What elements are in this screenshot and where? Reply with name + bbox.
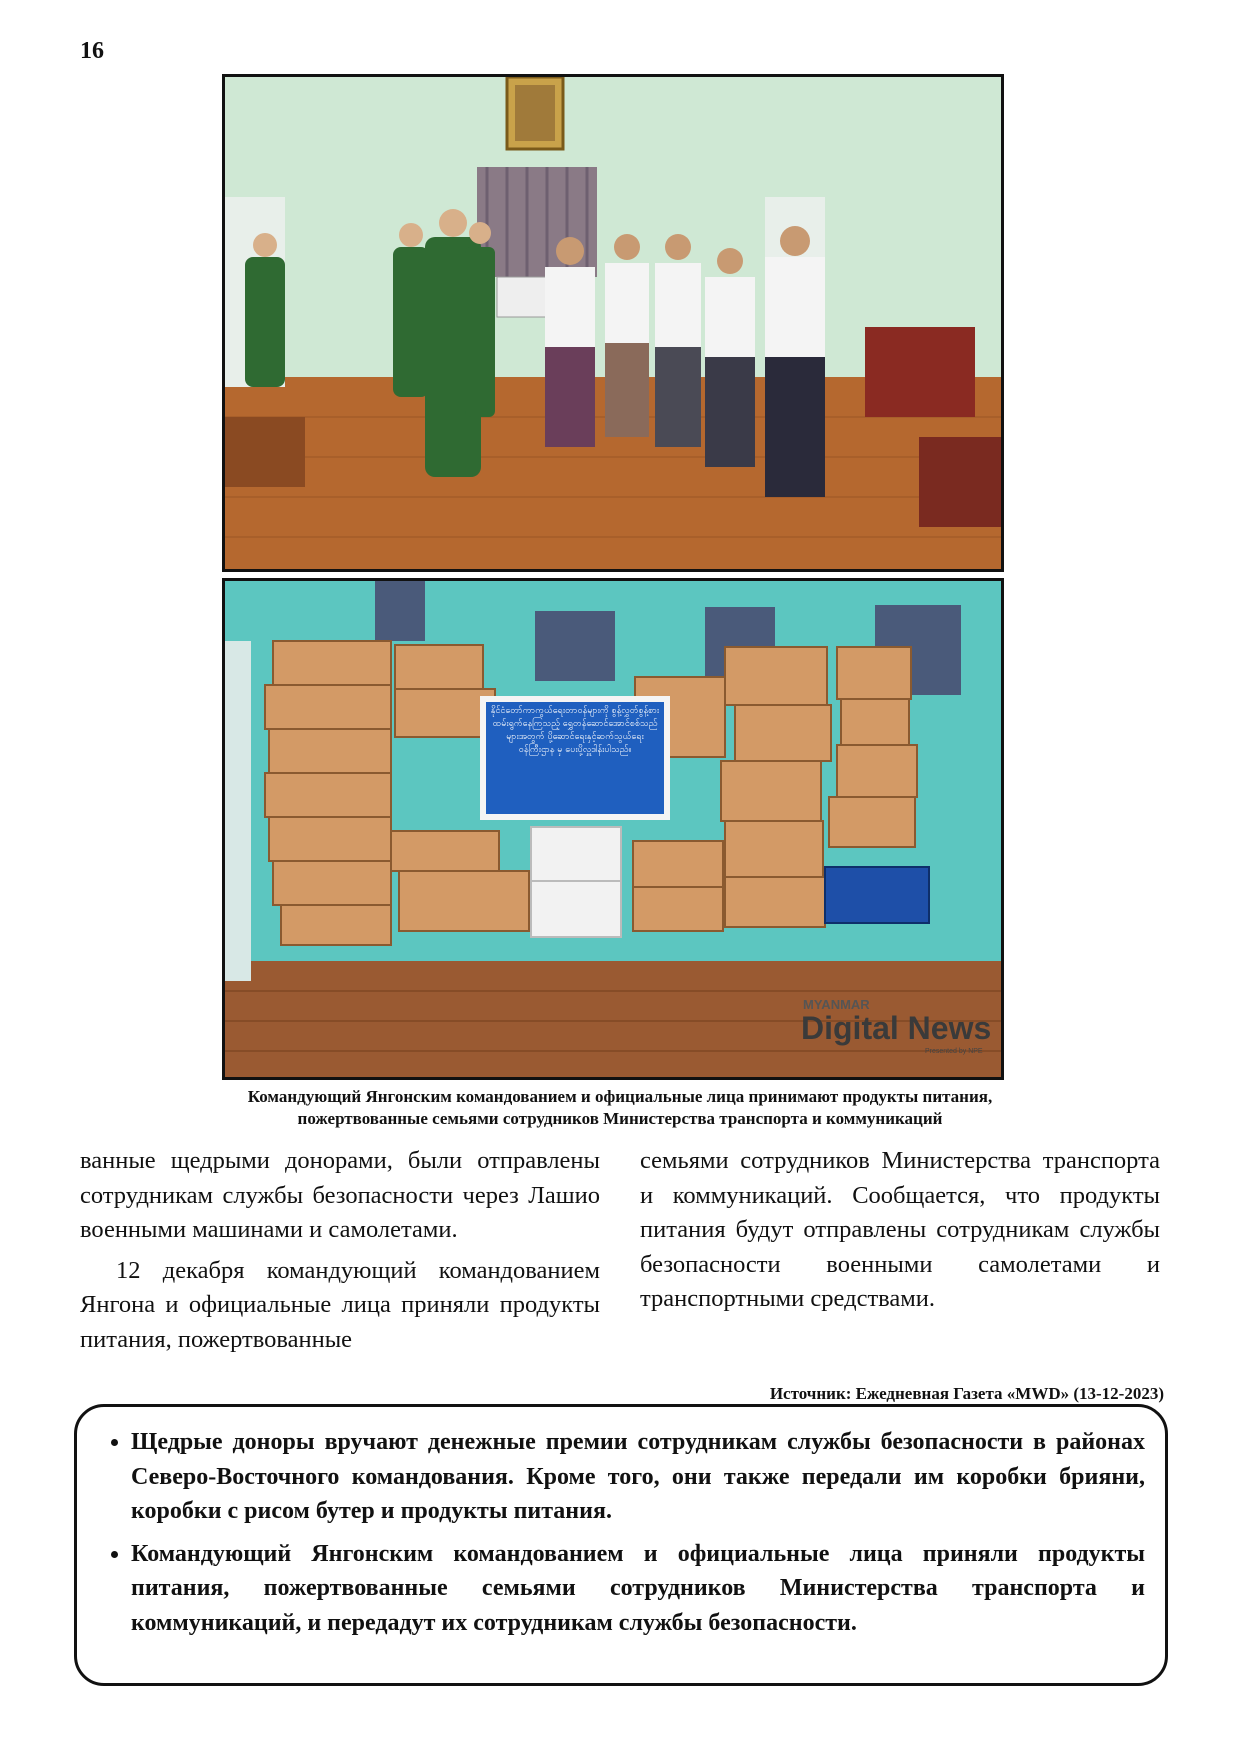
summary-box [74, 1404, 1168, 1686]
boxes-photo [222, 578, 1004, 1080]
summary-list [77, 1425, 1145, 1640]
watermark-top: MYANMAR [803, 997, 870, 1012]
article-paragraph: ванные щедрыми донорами, были отправлены сотрудникам службы безопасности через Лашио военными машинами и самолетами. [80, 1147, 600, 1243]
caption-line-1: Командующий Янгонским командованием и официальные лица принимают продукты питания, [247, 1087, 993, 1106]
handover-photo-illustration [225, 77, 1001, 569]
article-source: Источник: Ежедневная Газета «MWD» (13-12-2023) [769, 1384, 1164, 1403]
watermark-main: Digital News [801, 1010, 992, 1046]
boxes-photo-illustration [225, 581, 1001, 1077]
article-paragraph: 12 декабря командующий командованием Янгона и официальные лица приняли продукты питания, пожертвованные [80, 1256, 600, 1353]
donation-banner-text: နိုင်ငံတော်ကာကွယ်ရေးတာဝန်များကို စွန့်လွှတ်စွန့်စားထမ်းရွက်နေကြသည့် ရွှေတန်ဆောင်အောင်စစ်သည်များအတွက် ပို့ဆောင်ရေးနှင့်ဆက်သွယ်ရေးဝန်ကြီးဌာန မှ ပေးပို့လှူဒါန်းပါသည်။ [490, 706, 660, 755]
watermark-sub: Presented by NPE [925, 1048, 983, 1055]
article-left-column [80, 1144, 600, 1357]
page-number: 16 [80, 38, 104, 64]
summary-item: • Командующий Янгонским командованием и официальные лица приняли продукты питания, пожертвованные семьями сотрудников Министерства транспорта и коммуникаций, и передадут их сотрудникам службы безопасности. [131, 1537, 1145, 1641]
summary-item: • Щедрые доноры вручают денежные премии сотрудникам службы безопасности в районах Северо-Восточного командования. Кроме того, они также передали им коробки брияни, коробки с рисом бутер и продукты питания. [131, 1425, 1145, 1529]
caption-line-2: пожертвованные семьями сотрудников Министерства транспорта и коммуникаций [297, 1109, 943, 1128]
photo-caption [100, 1086, 1140, 1130]
handover-photo [222, 74, 1004, 572]
article-right-column [640, 1144, 1160, 1317]
article-paragraph: семьями сотрудников Министерства транспорта и коммуникаций. Сообщается, что продукты питания будут отправлены сотрудникам службы безопасности военными самолетами и транспортными средствами. [640, 1147, 1160, 1312]
